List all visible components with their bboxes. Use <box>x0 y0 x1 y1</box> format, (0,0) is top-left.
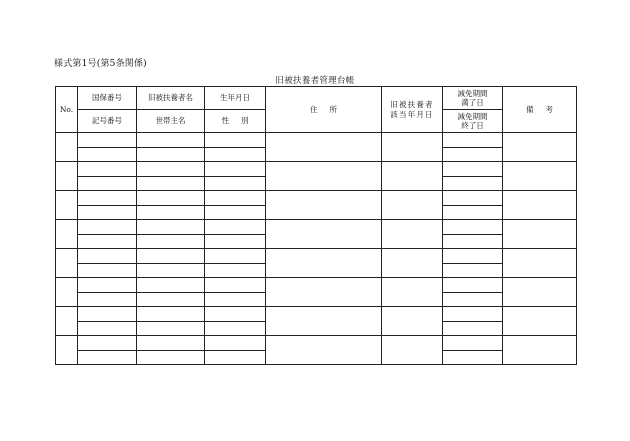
cell-exemption-end[interactable] <box>443 205 503 220</box>
cell-no[interactable] <box>56 336 78 365</box>
cell-former-dependent-name[interactable] <box>137 249 205 264</box>
header-address <box>266 87 382 133</box>
cell-insurance-number[interactable] <box>78 249 137 264</box>
header-qualifying-date-line2: 該当年月日 <box>390 109 434 119</box>
cell-householder-name[interactable] <box>137 234 205 249</box>
cell-remarks[interactable] <box>503 336 577 365</box>
header-qualifying-date <box>382 87 443 133</box>
cell-address[interactable] <box>266 133 382 162</box>
cell-exemption-end[interactable] <box>443 234 503 249</box>
cell-gender[interactable] <box>205 263 266 278</box>
cell-no[interactable] <box>56 162 78 191</box>
cell-symbol-number[interactable] <box>78 205 137 220</box>
entry-row-top <box>56 162 577 177</box>
cell-exemption-end[interactable] <box>443 263 503 278</box>
cell-birth-date[interactable] <box>205 249 266 264</box>
cell-exemption-start[interactable] <box>443 278 503 293</box>
cell-remarks[interactable] <box>503 307 577 336</box>
cell-exemption-start[interactable] <box>443 220 503 235</box>
cell-no[interactable] <box>56 133 78 162</box>
cell-symbol-number[interactable] <box>78 176 137 191</box>
cell-former-dependent-name[interactable] <box>137 162 205 177</box>
cell-remarks[interactable] <box>503 220 577 249</box>
cell-symbol-number[interactable] <box>78 292 137 307</box>
cell-symbol-number[interactable] <box>78 350 137 365</box>
cell-former-dependent-name[interactable] <box>137 278 205 293</box>
header-row-1 <box>56 87 577 110</box>
cell-remarks[interactable] <box>503 162 577 191</box>
cell-qualifying-date[interactable] <box>382 162 443 191</box>
document-title: 旧被扶養者管理台帳 <box>275 76 355 86</box>
cell-qualifying-date[interactable] <box>382 336 443 365</box>
cell-gender[interactable] <box>205 292 266 307</box>
entry-row-top <box>56 336 577 351</box>
cell-remarks[interactable] <box>503 249 577 278</box>
cell-exemption-end[interactable] <box>443 292 503 307</box>
cell-remarks[interactable] <box>503 278 577 307</box>
cell-symbol-number[interactable] <box>78 321 137 336</box>
entry-row-top <box>56 249 577 264</box>
cell-exemption-start[interactable] <box>443 191 503 206</box>
header-address-b: 所 <box>329 104 337 114</box>
cell-householder-name[interactable] <box>137 263 205 278</box>
cell-no[interactable] <box>56 220 78 249</box>
header-birth-date: 生年月日 <box>205 87 266 110</box>
entry-row-top <box>56 133 577 148</box>
cell-symbol-number[interactable] <box>78 147 137 162</box>
cell-gender[interactable] <box>205 176 266 191</box>
cell-householder-name[interactable] <box>137 147 205 162</box>
cell-birth-date[interactable] <box>205 307 266 322</box>
cell-insurance-number[interactable] <box>78 336 137 351</box>
cell-birth-date[interactable] <box>205 191 266 206</box>
cell-gender[interactable] <box>205 147 266 162</box>
header-exemption-end <box>443 110 503 133</box>
header-remarks <box>503 87 577 133</box>
cell-no[interactable] <box>56 191 78 220</box>
cell-remarks[interactable] <box>503 191 577 220</box>
cell-qualifying-date[interactable] <box>382 278 443 307</box>
cell-insurance-number[interactable] <box>78 162 137 177</box>
header-symbol-number: 記号番号 <box>78 110 137 133</box>
form-label: 様式第1号(第5条関係) <box>54 59 147 69</box>
header-householder-name: 世帯主名 <box>137 110 205 133</box>
header-exemption-start-line2: 満了日 <box>461 98 484 107</box>
cell-no[interactable] <box>56 307 78 336</box>
cell-former-dependent-name[interactable] <box>137 307 205 322</box>
cell-gender[interactable] <box>205 321 266 336</box>
cell-householder-name[interactable] <box>137 176 205 191</box>
header-address-a: 住 <box>310 104 318 114</box>
header-insurance-number: 国保番号 <box>78 87 137 110</box>
entry-row-top <box>56 220 577 235</box>
cell-exemption-start[interactable] <box>443 307 503 322</box>
cell-birth-date[interactable] <box>205 220 266 235</box>
cell-gender[interactable] <box>205 205 266 220</box>
cell-former-dependent-name[interactable] <box>137 191 205 206</box>
header-exemption-end-line2: 終了日 <box>461 121 484 130</box>
header-exemption-start <box>443 87 503 110</box>
header-remarks-b: 考 <box>545 104 553 114</box>
cell-no[interactable] <box>56 249 78 278</box>
entry-row-top <box>56 307 577 322</box>
cell-address[interactable] <box>266 336 382 365</box>
cell-address[interactable] <box>266 307 382 336</box>
header-remarks-a: 備 <box>526 104 534 114</box>
header-gender <box>205 110 266 133</box>
cell-address[interactable] <box>266 191 382 220</box>
header-exemption-end-line1: 減免期間 <box>457 111 488 121</box>
cell-exemption-start[interactable] <box>443 133 503 148</box>
cell-birth-date[interactable] <box>205 133 266 148</box>
entry-row-top <box>56 278 577 293</box>
cell-no[interactable] <box>56 278 78 307</box>
header-no: No. <box>56 87 78 133</box>
cell-householder-name[interactable] <box>137 292 205 307</box>
header-former-dependent-name: 旧被扶養者名 <box>137 87 205 110</box>
cell-symbol-number[interactable] <box>78 234 137 249</box>
cell-gender[interactable] <box>205 350 266 365</box>
cell-qualifying-date[interactable] <box>382 220 443 249</box>
cell-insurance-number[interactable] <box>78 191 137 206</box>
former-dependent-ledger-table <box>55 86 577 365</box>
cell-gender[interactable] <box>205 234 266 249</box>
header-exemption-start-line1: 減免期間 <box>457 88 488 98</box>
entry-row-top <box>56 191 577 206</box>
cell-qualifying-date[interactable] <box>382 133 443 162</box>
cell-qualifying-date[interactable] <box>382 249 443 278</box>
cell-qualifying-date[interactable] <box>382 191 443 220</box>
cell-birth-date[interactable] <box>205 278 266 293</box>
cell-former-dependent-name[interactable] <box>137 133 205 148</box>
cell-address[interactable] <box>266 220 382 249</box>
header-gender-a: 性 <box>221 116 229 126</box>
cell-exemption-end[interactable] <box>443 350 503 365</box>
cell-householder-name[interactable] <box>137 205 205 220</box>
cell-insurance-number[interactable] <box>78 133 137 148</box>
cell-former-dependent-name[interactable] <box>137 220 205 235</box>
cell-householder-name[interactable] <box>137 321 205 336</box>
cell-exemption-start[interactable] <box>443 336 503 351</box>
cell-birth-date[interactable] <box>205 162 266 177</box>
cell-householder-name[interactable] <box>137 350 205 365</box>
cell-former-dependent-name[interactable] <box>137 336 205 351</box>
cell-address[interactable] <box>266 162 382 191</box>
cell-insurance-number[interactable] <box>78 307 137 322</box>
cell-remarks[interactable] <box>503 133 577 162</box>
cell-exemption-start[interactable] <box>443 162 503 177</box>
cell-exemption-end[interactable] <box>443 321 503 336</box>
cell-qualifying-date[interactable] <box>382 307 443 336</box>
cell-address[interactable] <box>266 278 382 307</box>
header-qualifying-date-line1: 旧被扶養者 <box>390 100 434 110</box>
cell-exemption-end[interactable] <box>443 147 503 162</box>
cell-insurance-number[interactable] <box>78 220 137 235</box>
cell-birth-date[interactable] <box>205 336 266 351</box>
cell-address[interactable] <box>266 249 382 278</box>
cell-exemption-start[interactable] <box>443 249 503 264</box>
cell-insurance-number[interactable] <box>78 278 137 293</box>
cell-exemption-end[interactable] <box>443 176 503 191</box>
header-gender-b: 別 <box>241 116 249 126</box>
cell-symbol-number[interactable] <box>78 263 137 278</box>
